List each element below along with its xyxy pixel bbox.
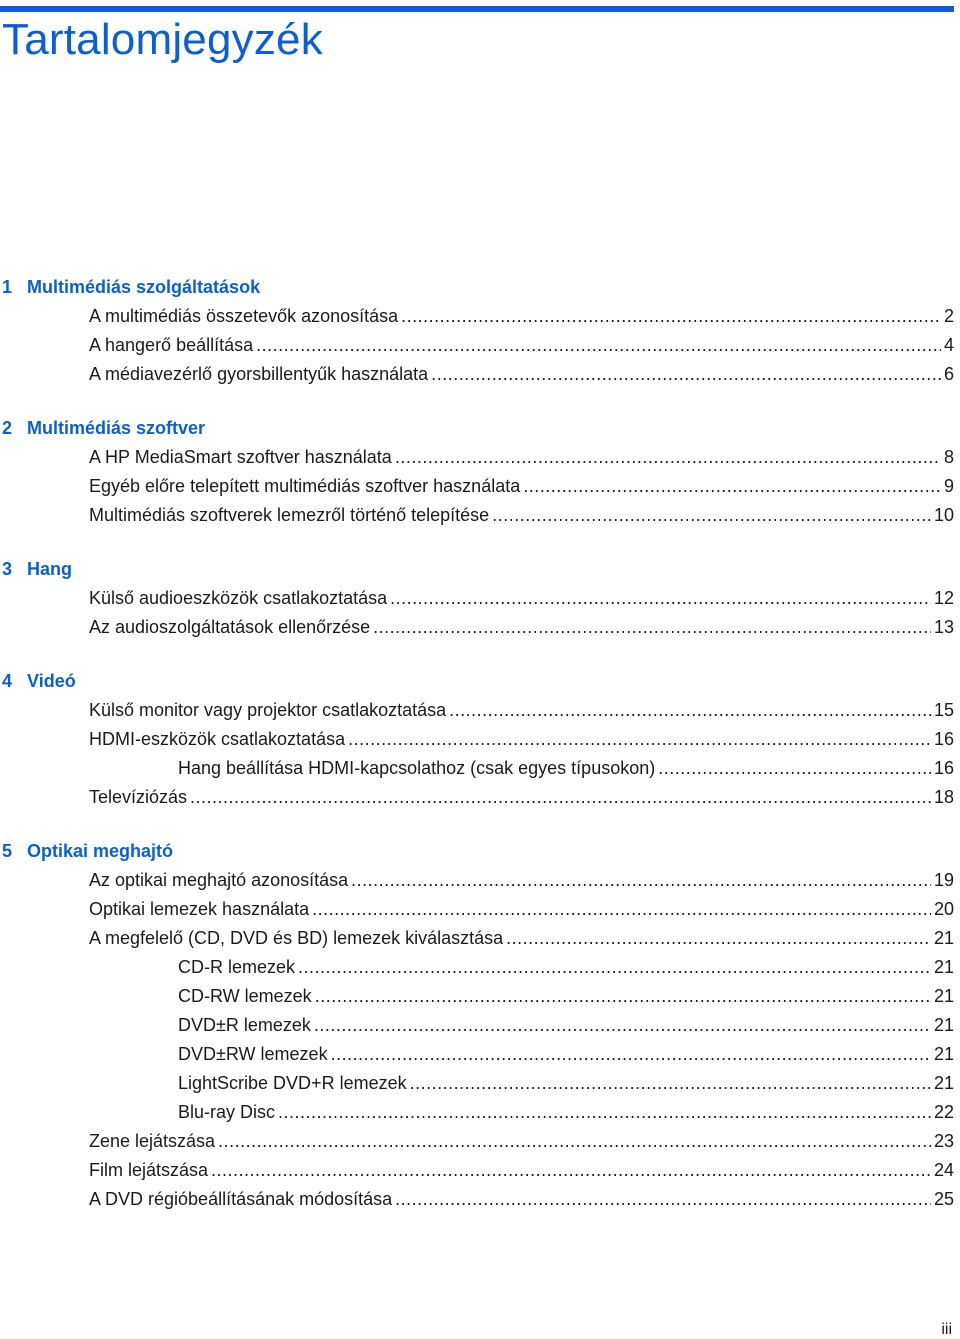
dot-leader bbox=[331, 1040, 931, 1069]
toc-entry-label: Hang beállítása HDMI-kapcsolathoz (csak egyes típusokon) bbox=[178, 758, 656, 778]
toc-page-number: 8 bbox=[943, 447, 954, 467]
toc-entry-link[interactable] bbox=[0, 302, 954, 331]
toc-page-number: 4 bbox=[943, 335, 954, 355]
dot-leader bbox=[190, 783, 931, 812]
chapter-title: Videó bbox=[27, 671, 76, 691]
toc-page-number: 13 bbox=[933, 617, 954, 637]
toc-entry-link[interactable] bbox=[0, 866, 954, 895]
toc-entry-label: Multimédiás szoftverek lemezről történő telepítése bbox=[89, 505, 490, 525]
toc-page-number: 16 bbox=[933, 758, 954, 778]
toc-chapter bbox=[0, 413, 954, 530]
toc-entry-label: A DVD régióbeállításának módosítása bbox=[89, 1189, 393, 1209]
toc-entry-label: LightScribe DVD+R lemezek bbox=[178, 1073, 407, 1093]
chapter-heading-link-3[interactable] bbox=[0, 554, 954, 584]
dot-leader bbox=[278, 1098, 931, 1127]
toc-chapter bbox=[0, 554, 954, 642]
toc-entry-label: A hangerő beállítása bbox=[89, 335, 254, 355]
dot-leader bbox=[492, 501, 931, 530]
dot-leader bbox=[256, 331, 941, 360]
dot-leader bbox=[395, 443, 941, 472]
dot-leader bbox=[410, 1069, 931, 1098]
toc-entry-label: Film lejátszása bbox=[89, 1160, 209, 1180]
chapter-title: Optikai meghajtó bbox=[27, 841, 174, 861]
toc-entry-label: CD-RW lemezek bbox=[178, 986, 312, 1006]
toc-page-number: 22 bbox=[933, 1102, 954, 1122]
dot-leader bbox=[431, 360, 941, 389]
dot-leader bbox=[351, 866, 931, 895]
chapter-title: Multimédiás szoftver bbox=[27, 418, 206, 438]
toc-entry-label: Külső monitor vagy projektor csatlakoztatása bbox=[89, 700, 447, 720]
chapter-heading-link-2[interactable] bbox=[0, 413, 954, 443]
toc-entry-label: Optikai lemezek használata bbox=[89, 899, 310, 919]
toc-entry-label: CD-R lemezek bbox=[178, 957, 296, 977]
toc-entry-link[interactable] bbox=[0, 613, 954, 642]
chapter-number: 2 bbox=[2, 418, 13, 438]
toc-entry-link[interactable] bbox=[0, 982, 954, 1011]
chapter-entries bbox=[0, 866, 954, 1214]
toc-entry-link[interactable] bbox=[0, 1098, 954, 1127]
dot-leader bbox=[211, 1156, 931, 1185]
dot-leader bbox=[401, 302, 941, 331]
toc-entry-link[interactable] bbox=[0, 783, 954, 812]
toc-page-number: 21 bbox=[933, 1044, 954, 1064]
toc-page-number: 12 bbox=[933, 588, 954, 608]
dot-leader bbox=[315, 982, 931, 1011]
toc-entry-link[interactable] bbox=[0, 1185, 954, 1214]
toc-entry-label: A megfelelő (CD, DVD és BD) lemezek kiválasztása bbox=[89, 928, 504, 948]
dot-leader bbox=[523, 472, 941, 501]
dot-leader bbox=[373, 613, 931, 642]
toc-page-number: 23 bbox=[933, 1131, 954, 1151]
toc-entry-link[interactable] bbox=[0, 1069, 954, 1098]
toc-page-number: 19 bbox=[933, 870, 954, 890]
toc-entry-link[interactable] bbox=[0, 1127, 954, 1156]
toc-page-number: 21 bbox=[933, 986, 954, 1006]
toc-page-number: 21 bbox=[933, 1015, 954, 1035]
toc-entry-link[interactable] bbox=[0, 754, 954, 783]
toc-entry-link[interactable] bbox=[0, 1156, 954, 1185]
chapter-heading-link-5[interactable] bbox=[0, 836, 954, 866]
dot-leader bbox=[314, 1011, 931, 1040]
toc-entry-label: A médiavezérlő gyorsbillentyűk használata bbox=[89, 364, 429, 384]
toc-entry-label: HDMI-eszközök csatlakoztatása bbox=[89, 729, 346, 749]
toc-entry-label: Zene lejátszása bbox=[89, 1131, 216, 1151]
chapter-number: 1 bbox=[2, 277, 13, 297]
toc-page-number: 20 bbox=[933, 899, 954, 919]
toc-entry-label: Blu-ray Disc bbox=[178, 1102, 276, 1122]
page-folio: iii bbox=[941, 1321, 952, 1338]
toc-entry-link[interactable] bbox=[0, 696, 954, 725]
toc-entry-link[interactable] bbox=[0, 501, 954, 530]
dot-leader bbox=[506, 924, 931, 953]
toc-entry-link[interactable] bbox=[0, 443, 954, 472]
dot-leader bbox=[348, 725, 931, 754]
toc-entry-label: DVD±R lemezek bbox=[178, 1015, 311, 1035]
toc-entry-link[interactable] bbox=[0, 924, 954, 953]
toc-entry-link[interactable] bbox=[0, 360, 954, 389]
toc-entry-label: A multimédiás összetevők azonosítása bbox=[89, 306, 399, 326]
toc-page-number: 15 bbox=[933, 700, 954, 720]
toc-entry-label: DVD±RW lemezek bbox=[178, 1044, 328, 1064]
page-title: Tartalomjegyzék bbox=[2, 15, 323, 64]
toc-page-number: 21 bbox=[933, 928, 954, 948]
chapter-number: 3 bbox=[2, 559, 13, 579]
toc-entry-link[interactable] bbox=[0, 725, 954, 754]
chapter-entries bbox=[0, 584, 954, 642]
toc-page-number: 6 bbox=[943, 364, 954, 384]
toc-page-number: 16 bbox=[933, 729, 954, 749]
toc-entry-label: A HP MediaSmart szoftver használata bbox=[89, 447, 392, 467]
chapter-entries bbox=[0, 443, 954, 530]
chapter-number: 5 bbox=[2, 841, 13, 861]
toc-entry-label: Külső audioeszközök csatlakoztatása bbox=[89, 588, 388, 608]
toc-page-number: 21 bbox=[933, 1073, 954, 1093]
dot-leader bbox=[298, 953, 931, 982]
chapter-heading-link-1[interactable] bbox=[0, 272, 954, 302]
dot-leader bbox=[312, 895, 931, 924]
chapter-entries bbox=[0, 302, 954, 389]
dot-leader bbox=[395, 1185, 931, 1214]
toc-chapter bbox=[0, 836, 954, 1214]
toc-page-number: 18 bbox=[933, 787, 954, 807]
toc-entry-link[interactable] bbox=[0, 331, 954, 360]
table-of-contents bbox=[0, 272, 954, 1238]
chapter-title: Multimédiás szolgáltatások bbox=[27, 277, 261, 297]
toc-entry-label: Egyéb előre telepített multimédiás szoftver használata bbox=[89, 476, 521, 496]
toc-entry-label: Televíziózás bbox=[89, 787, 188, 807]
dot-leader bbox=[449, 696, 931, 725]
toc-page-number: 25 bbox=[933, 1189, 954, 1209]
dot-leader bbox=[390, 584, 931, 613]
toc-entry-link[interactable] bbox=[0, 1011, 954, 1040]
toc-page-number: 21 bbox=[933, 957, 954, 977]
toc-page-number: 2 bbox=[943, 306, 954, 326]
toc-chapter bbox=[0, 272, 954, 389]
toc-entry-label: Az optikai meghajtó azonosítása bbox=[89, 870, 349, 890]
toc-entry-link[interactable] bbox=[0, 584, 954, 613]
toc-page-number: 9 bbox=[943, 476, 954, 496]
chapter-heading-link-4[interactable] bbox=[0, 666, 954, 696]
chapter-number: 4 bbox=[2, 671, 13, 691]
toc-entry-link[interactable] bbox=[0, 895, 954, 924]
dot-leader bbox=[658, 754, 931, 783]
dot-leader bbox=[218, 1127, 931, 1156]
toc-entry-link[interactable] bbox=[0, 953, 954, 982]
toc-page-number: 24 bbox=[933, 1160, 954, 1180]
toc-entry-label: Az audioszolgáltatások ellenőrzése bbox=[89, 617, 371, 637]
toc-chapter bbox=[0, 666, 954, 812]
toc-page-number: 10 bbox=[933, 505, 954, 525]
toc-entry-link[interactable] bbox=[0, 1040, 954, 1069]
toc-entry-link[interactable] bbox=[0, 472, 954, 501]
chapter-title: Hang bbox=[27, 559, 73, 579]
chapter-entries bbox=[0, 696, 954, 812]
